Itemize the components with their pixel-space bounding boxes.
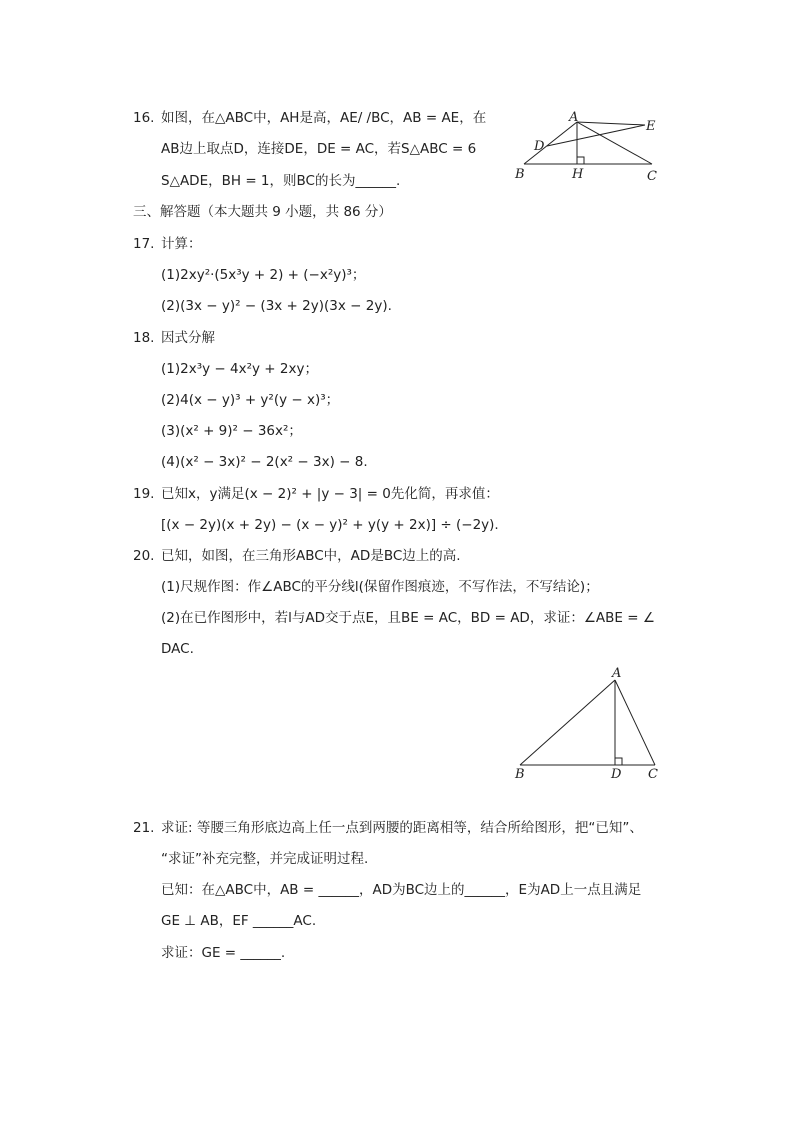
q21-line-1: 求证: 等腰三角形底边高上任一点到两腰的距离相等，结合所给图形，把“已知”、 — [161, 820, 643, 836]
q16-number: 16. — [133, 110, 155, 126]
q18-line-5: (4)(x² − 3x)² − 2(x² − 3x) − 8. — [161, 454, 368, 470]
q20-label-D: D — [611, 767, 622, 782]
q20-seg-AC — [615, 680, 655, 765]
q16-right-angle-mark — [577, 157, 584, 164]
q18-line-2: (1)2x³y − 4x²y + 2xy； — [161, 361, 318, 377]
q16-line-2: AB边上取点D，连接DE，DE = AC，若S△ABC = 6 — [161, 141, 477, 157]
q16-seg-AC — [577, 122, 652, 164]
q21-line-4: GE ⊥ AB，EF ______AC. — [161, 913, 317, 929]
q21-line-2: “求证”补充完整，并完成证明过程. — [161, 851, 369, 867]
q21-line-5: 求证：GE = ______. — [161, 945, 286, 961]
q19-number: 19. — [133, 486, 155, 502]
q19-line-2: [(x − 2y)(x + 2y) − (x − y)² + y(y + 2x)] ÷ (−2y). — [161, 517, 499, 533]
q19-line-1: 已知x，y满足(x − 2)² + |y − 3| = 0先化简，再求值： — [161, 486, 499, 502]
q17-line-2: (1)2xy²·(5x³y + 2) + (−x²y)³； — [161, 267, 366, 283]
q20-label-B: B — [515, 767, 525, 782]
q16-seg-DE — [547, 125, 645, 146]
q17-number: 17. — [133, 236, 155, 252]
q16-label-H: H — [572, 167, 584, 182]
q16-label-B: B — [515, 167, 525, 182]
q16-seg-AE — [577, 122, 645, 125]
q20-seg-AB — [520, 680, 615, 765]
q20-label-A: A — [612, 666, 622, 681]
q16-seg-AB — [524, 122, 577, 164]
q21-line-3: 已知：在△ABC中，AB = ______，AD为BC边上的______，E为AD上一点且满足 — [161, 882, 642, 898]
q18-line-3: (2)4(x − y)³ + y²(y − x)³； — [161, 392, 340, 408]
q20-right-angle-mark — [615, 758, 622, 765]
q17-line-1: 计算： — [161, 236, 202, 252]
q20-line-2: (1)尺规作图：作∠ABC的平分线l(保留作图痕迹，不写作法，不写结论)； — [161, 579, 599, 595]
q16-label-E: E — [646, 119, 656, 134]
q20-line-3: (2)在已作图形中，若l与AD交于点E，且BE = AC，BD = AD，求证：∠ABE = ∠ — [161, 610, 655, 626]
q18-line-4: (3)(x² + 9)² − 36x²； — [161, 423, 302, 439]
q21-number: 21. — [133, 820, 155, 836]
q20-line-4: DAC. — [161, 641, 194, 657]
q16-label-A: A — [569, 110, 579, 125]
q18-number: 18. — [133, 330, 155, 346]
q16-line-1: 如图，在△ABC中，AH是高，AE/ /BC，AB = AE，在 — [161, 110, 487, 126]
q16-label-C: C — [647, 169, 657, 184]
q20-label-C: C — [648, 767, 658, 782]
q17-line-3: (2)(3x − y)² − (3x + 2y)(3x − 2y). — [161, 298, 392, 314]
section-3-title: 三、解答题（本大题共 9 小题，共 86 分） — [133, 204, 392, 220]
q16-label-D: D — [534, 139, 545, 154]
q18-line-1: 因式分解 — [161, 330, 215, 346]
q16-line-3: S△ADE，BH = 1，则BC的长为______. — [161, 173, 401, 189]
q20-number: 20. — [133, 548, 155, 564]
q20-figure — [510, 664, 670, 784]
q16-figure — [512, 106, 662, 186]
q20-line-1: 已知，如图，在三角形ABC中，AD是BC边上的高. — [161, 548, 461, 564]
